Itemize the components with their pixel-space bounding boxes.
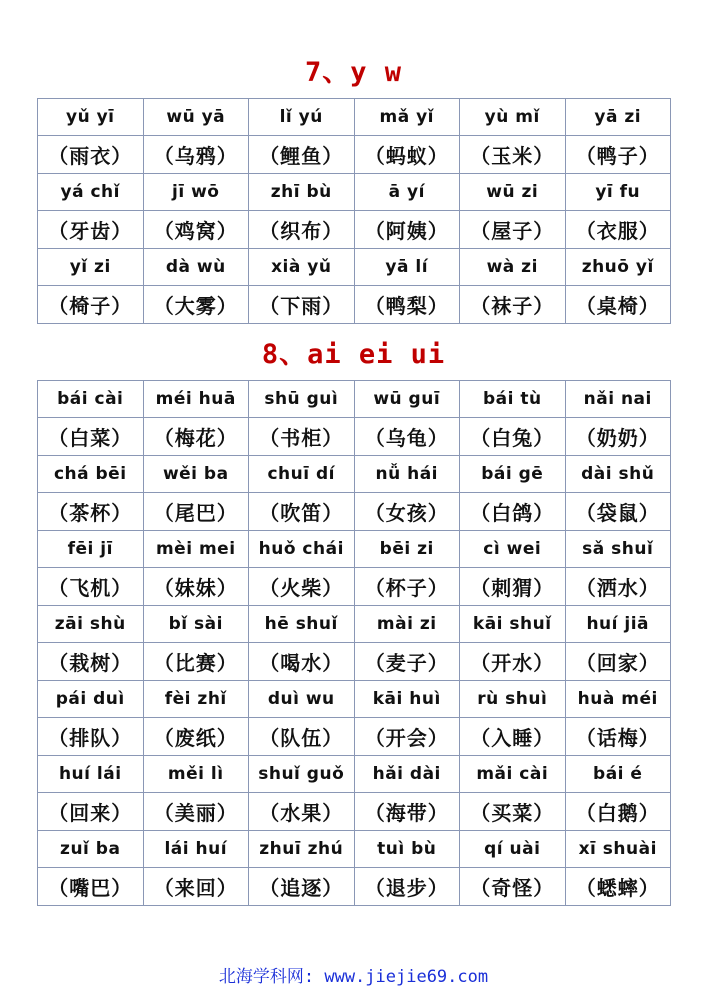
pinyin-cell: ā yí xyxy=(354,174,460,211)
pinyin-cell: huà méi xyxy=(565,681,671,718)
hanzi-cell: （玉米） xyxy=(460,136,566,174)
section-title-7: 7、y w xyxy=(304,57,403,88)
hanzi-cell: （买菜） xyxy=(460,793,566,831)
pinyin-cell: wū guī xyxy=(354,381,460,418)
pinyin-cell: xī shuài xyxy=(565,831,671,868)
hanzi-cell: （蟋蟀） xyxy=(565,868,671,906)
pinyin-cell: yī fu xyxy=(565,174,671,211)
pinyin-cell: bái gē xyxy=(460,456,566,493)
pinyin-cell: rù shuì xyxy=(460,681,566,718)
hanzi-cell: （开水） xyxy=(460,643,566,681)
pinyin-row xyxy=(38,174,671,211)
hanzi-cell: （衣服） xyxy=(565,211,671,249)
hanzi-cell: （白菜） xyxy=(38,418,144,456)
hanzi-cell: （白兔） xyxy=(460,418,566,456)
hanzi-cell: （奇怪） xyxy=(460,868,566,906)
hanzi-cell: （洒水） xyxy=(565,568,671,606)
hanzi-cell: （队伍） xyxy=(249,718,355,756)
pinyin-cell: chá bēi xyxy=(38,456,144,493)
pinyin-cell: hē shuǐ xyxy=(249,606,355,643)
pinyin-cell: kāi shuǐ xyxy=(460,606,566,643)
pinyin-cell: xià yǔ xyxy=(249,249,355,286)
hanzi-cell: （排队） xyxy=(38,718,144,756)
pinyin-cell: mài zi xyxy=(354,606,460,643)
pinyin-cell: sǎ shuǐ xyxy=(565,531,671,568)
hanzi-cell: （织布） xyxy=(249,211,355,249)
pinyin-row xyxy=(38,456,671,493)
pinyin-cell: bái tù xyxy=(460,381,566,418)
pinyin-cell: wū zi xyxy=(460,174,566,211)
pinyin-cell: mǎi cài xyxy=(460,756,566,793)
hanzi-row xyxy=(38,568,671,606)
pinyin-cell: huí lái xyxy=(38,756,144,793)
hanzi-cell: （比赛） xyxy=(143,643,249,681)
hanzi-cell: （回家） xyxy=(565,643,671,681)
pinyin-cell: bái é xyxy=(565,756,671,793)
pinyin-cell: nǎi nai xyxy=(565,381,671,418)
hanzi-cell: （女孩） xyxy=(354,493,460,531)
hanzi-cell: （来回） xyxy=(143,868,249,906)
pinyin-cell: zhuō yǐ xyxy=(565,249,671,286)
hanzi-cell: （大雾） xyxy=(143,286,249,324)
pinyin-cell: dài shǔ xyxy=(565,456,671,493)
hanzi-cell: （回来） xyxy=(38,793,144,831)
pinyin-cell: shū guì xyxy=(249,381,355,418)
hanzi-cell: （话梅） xyxy=(565,718,671,756)
hanzi-cell: （鸡窝） xyxy=(143,211,249,249)
hanzi-cell: （栽树） xyxy=(38,643,144,681)
hanzi-cell: （茶杯） xyxy=(38,493,144,531)
pinyin-cell: chuī dí xyxy=(249,456,355,493)
hanzi-row xyxy=(38,286,671,324)
hanzi-cell: （美丽） xyxy=(143,793,249,831)
pinyin-cell: jī wō xyxy=(143,174,249,211)
pinyin-cell: huǒ chái xyxy=(249,531,355,568)
pinyin-cell: wěi ba xyxy=(143,456,249,493)
section-title-8: 8、ai ei ui xyxy=(261,339,446,370)
hanzi-cell: （梅花） xyxy=(143,418,249,456)
hanzi-cell: （退步） xyxy=(354,868,460,906)
pinyin-cell: bēi zi xyxy=(354,531,460,568)
pinyin-row xyxy=(38,606,671,643)
pinyin-cell: mèi mei xyxy=(143,531,249,568)
pinyin-row xyxy=(38,381,671,418)
hanzi-row xyxy=(38,718,671,756)
hanzi-cell: （开会） xyxy=(354,718,460,756)
pinyin-cell: shuǐ guǒ xyxy=(249,756,355,793)
hanzi-cell: （白鹅） xyxy=(565,793,671,831)
hanzi-cell: （鲤鱼） xyxy=(249,136,355,174)
hanzi-cell: （追逐） xyxy=(249,868,355,906)
hanzi-cell: （麦子） xyxy=(354,643,460,681)
pinyin-cell: huí jiā xyxy=(565,606,671,643)
pinyin-cell: zāi shù xyxy=(38,606,144,643)
pinyin-row xyxy=(38,756,671,793)
pinyin-cell: pái duì xyxy=(38,681,144,718)
pinyin-row xyxy=(38,99,671,136)
hanzi-cell: （下雨） xyxy=(249,286,355,324)
pinyin-cell: cì wei xyxy=(460,531,566,568)
pinyin-cell: yā lí xyxy=(354,249,460,286)
hanzi-cell: （鸭子） xyxy=(565,136,671,174)
hanzi-row xyxy=(38,643,671,681)
pinyin-cell: nǚ hái xyxy=(354,456,460,493)
hanzi-row xyxy=(38,211,671,249)
footer-website[interactable]: 北海学科网: www.jiejie69.com xyxy=(218,967,489,987)
pinyin-cell: zhuī zhú xyxy=(249,831,355,868)
hanzi-cell: （鸭梨） xyxy=(354,286,460,324)
hanzi-cell: （蚂蚁） xyxy=(354,136,460,174)
hanzi-cell: （妹妹） xyxy=(143,568,249,606)
pinyin-cell: yǔ yī xyxy=(38,99,144,136)
pinyin-cell: lái huí xyxy=(143,831,249,868)
pinyin-row xyxy=(38,831,671,868)
pinyin-cell: yǐ zi xyxy=(38,249,144,286)
hanzi-cell: （屋子） xyxy=(460,211,566,249)
pinyin-cell: yù mǐ xyxy=(460,99,566,136)
hanzi-row xyxy=(38,136,671,174)
pinyin-cell: měi lì xyxy=(143,756,249,793)
pinyin-cell: fèi zhǐ xyxy=(143,681,249,718)
pinyin-cell: hǎi dài xyxy=(354,756,460,793)
pinyin-cell: qí uài xyxy=(460,831,566,868)
vocab-table-ai-ei-ui xyxy=(37,380,671,906)
pinyin-cell: bái cài xyxy=(38,381,144,418)
pinyin-cell: bǐ sài xyxy=(143,606,249,643)
pinyin-cell: zuǐ ba xyxy=(38,831,144,868)
hanzi-cell: （水果） xyxy=(249,793,355,831)
pinyin-cell: fēi jī xyxy=(38,531,144,568)
pinyin-cell: wū yā xyxy=(143,99,249,136)
pinyin-cell: wà zi xyxy=(460,249,566,286)
pinyin-row xyxy=(38,249,671,286)
hanzi-row xyxy=(38,418,671,456)
hanzi-cell: （入睡） xyxy=(460,718,566,756)
pinyin-row xyxy=(38,681,671,718)
hanzi-cell: （乌龟） xyxy=(354,418,460,456)
hanzi-cell: （袋鼠） xyxy=(565,493,671,531)
hanzi-cell: （书柜） xyxy=(249,418,355,456)
pinyin-cell: yā zi xyxy=(565,99,671,136)
pinyin-cell: lǐ yú xyxy=(249,99,355,136)
pinyin-cell: zhī bù xyxy=(249,174,355,211)
hanzi-cell: （火柴） xyxy=(249,568,355,606)
hanzi-row xyxy=(38,868,671,906)
pinyin-cell: dà wù xyxy=(143,249,249,286)
hanzi-cell: （乌鸦） xyxy=(143,136,249,174)
hanzi-cell: （喝水） xyxy=(249,643,355,681)
hanzi-cell: （嘴巴） xyxy=(38,868,144,906)
hanzi-cell: （阿姨） xyxy=(354,211,460,249)
hanzi-cell: （吹笛） xyxy=(249,493,355,531)
hanzi-cell: （飞机） xyxy=(38,568,144,606)
hanzi-cell: （袜子） xyxy=(460,286,566,324)
hanzi-cell: （杯子） xyxy=(354,568,460,606)
vocab-table-y-w xyxy=(37,98,671,324)
pinyin-cell: mǎ yǐ xyxy=(354,99,460,136)
hanzi-cell: （牙齿） xyxy=(38,211,144,249)
hanzi-cell: （白鸽） xyxy=(460,493,566,531)
hanzi-cell: （椅子） xyxy=(38,286,144,324)
hanzi-cell: （刺猬） xyxy=(460,568,566,606)
hanzi-row xyxy=(38,493,671,531)
hanzi-cell: （雨衣） xyxy=(38,136,144,174)
hanzi-cell: （尾巴） xyxy=(143,493,249,531)
pinyin-cell: méi huā xyxy=(143,381,249,418)
pinyin-row xyxy=(38,531,671,568)
pinyin-cell: yá chǐ xyxy=(38,174,144,211)
hanzi-cell: （海带） xyxy=(354,793,460,831)
pinyin-cell: kāi huì xyxy=(354,681,460,718)
hanzi-cell: （废纸） xyxy=(143,718,249,756)
pinyin-cell: tuì bù xyxy=(354,831,460,868)
hanzi-cell: （奶奶） xyxy=(565,418,671,456)
pinyin-cell: duì wu xyxy=(249,681,355,718)
hanzi-row xyxy=(38,793,671,831)
hanzi-cell: （桌椅） xyxy=(565,286,671,324)
